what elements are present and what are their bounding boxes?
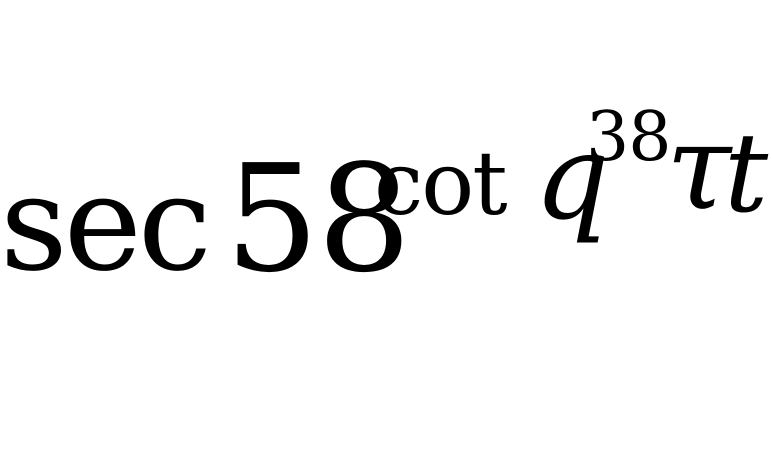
sec-function-label: sec — [0, 147, 208, 301]
base-number: 58 — [225, 133, 410, 305]
variable-q: q — [534, 108, 610, 246]
tau-symbol: τ — [666, 98, 732, 236]
power-exponent: 38 — [586, 98, 671, 177]
cot-function-label: cot — [374, 132, 506, 235]
variable-t: t — [724, 109, 769, 237]
